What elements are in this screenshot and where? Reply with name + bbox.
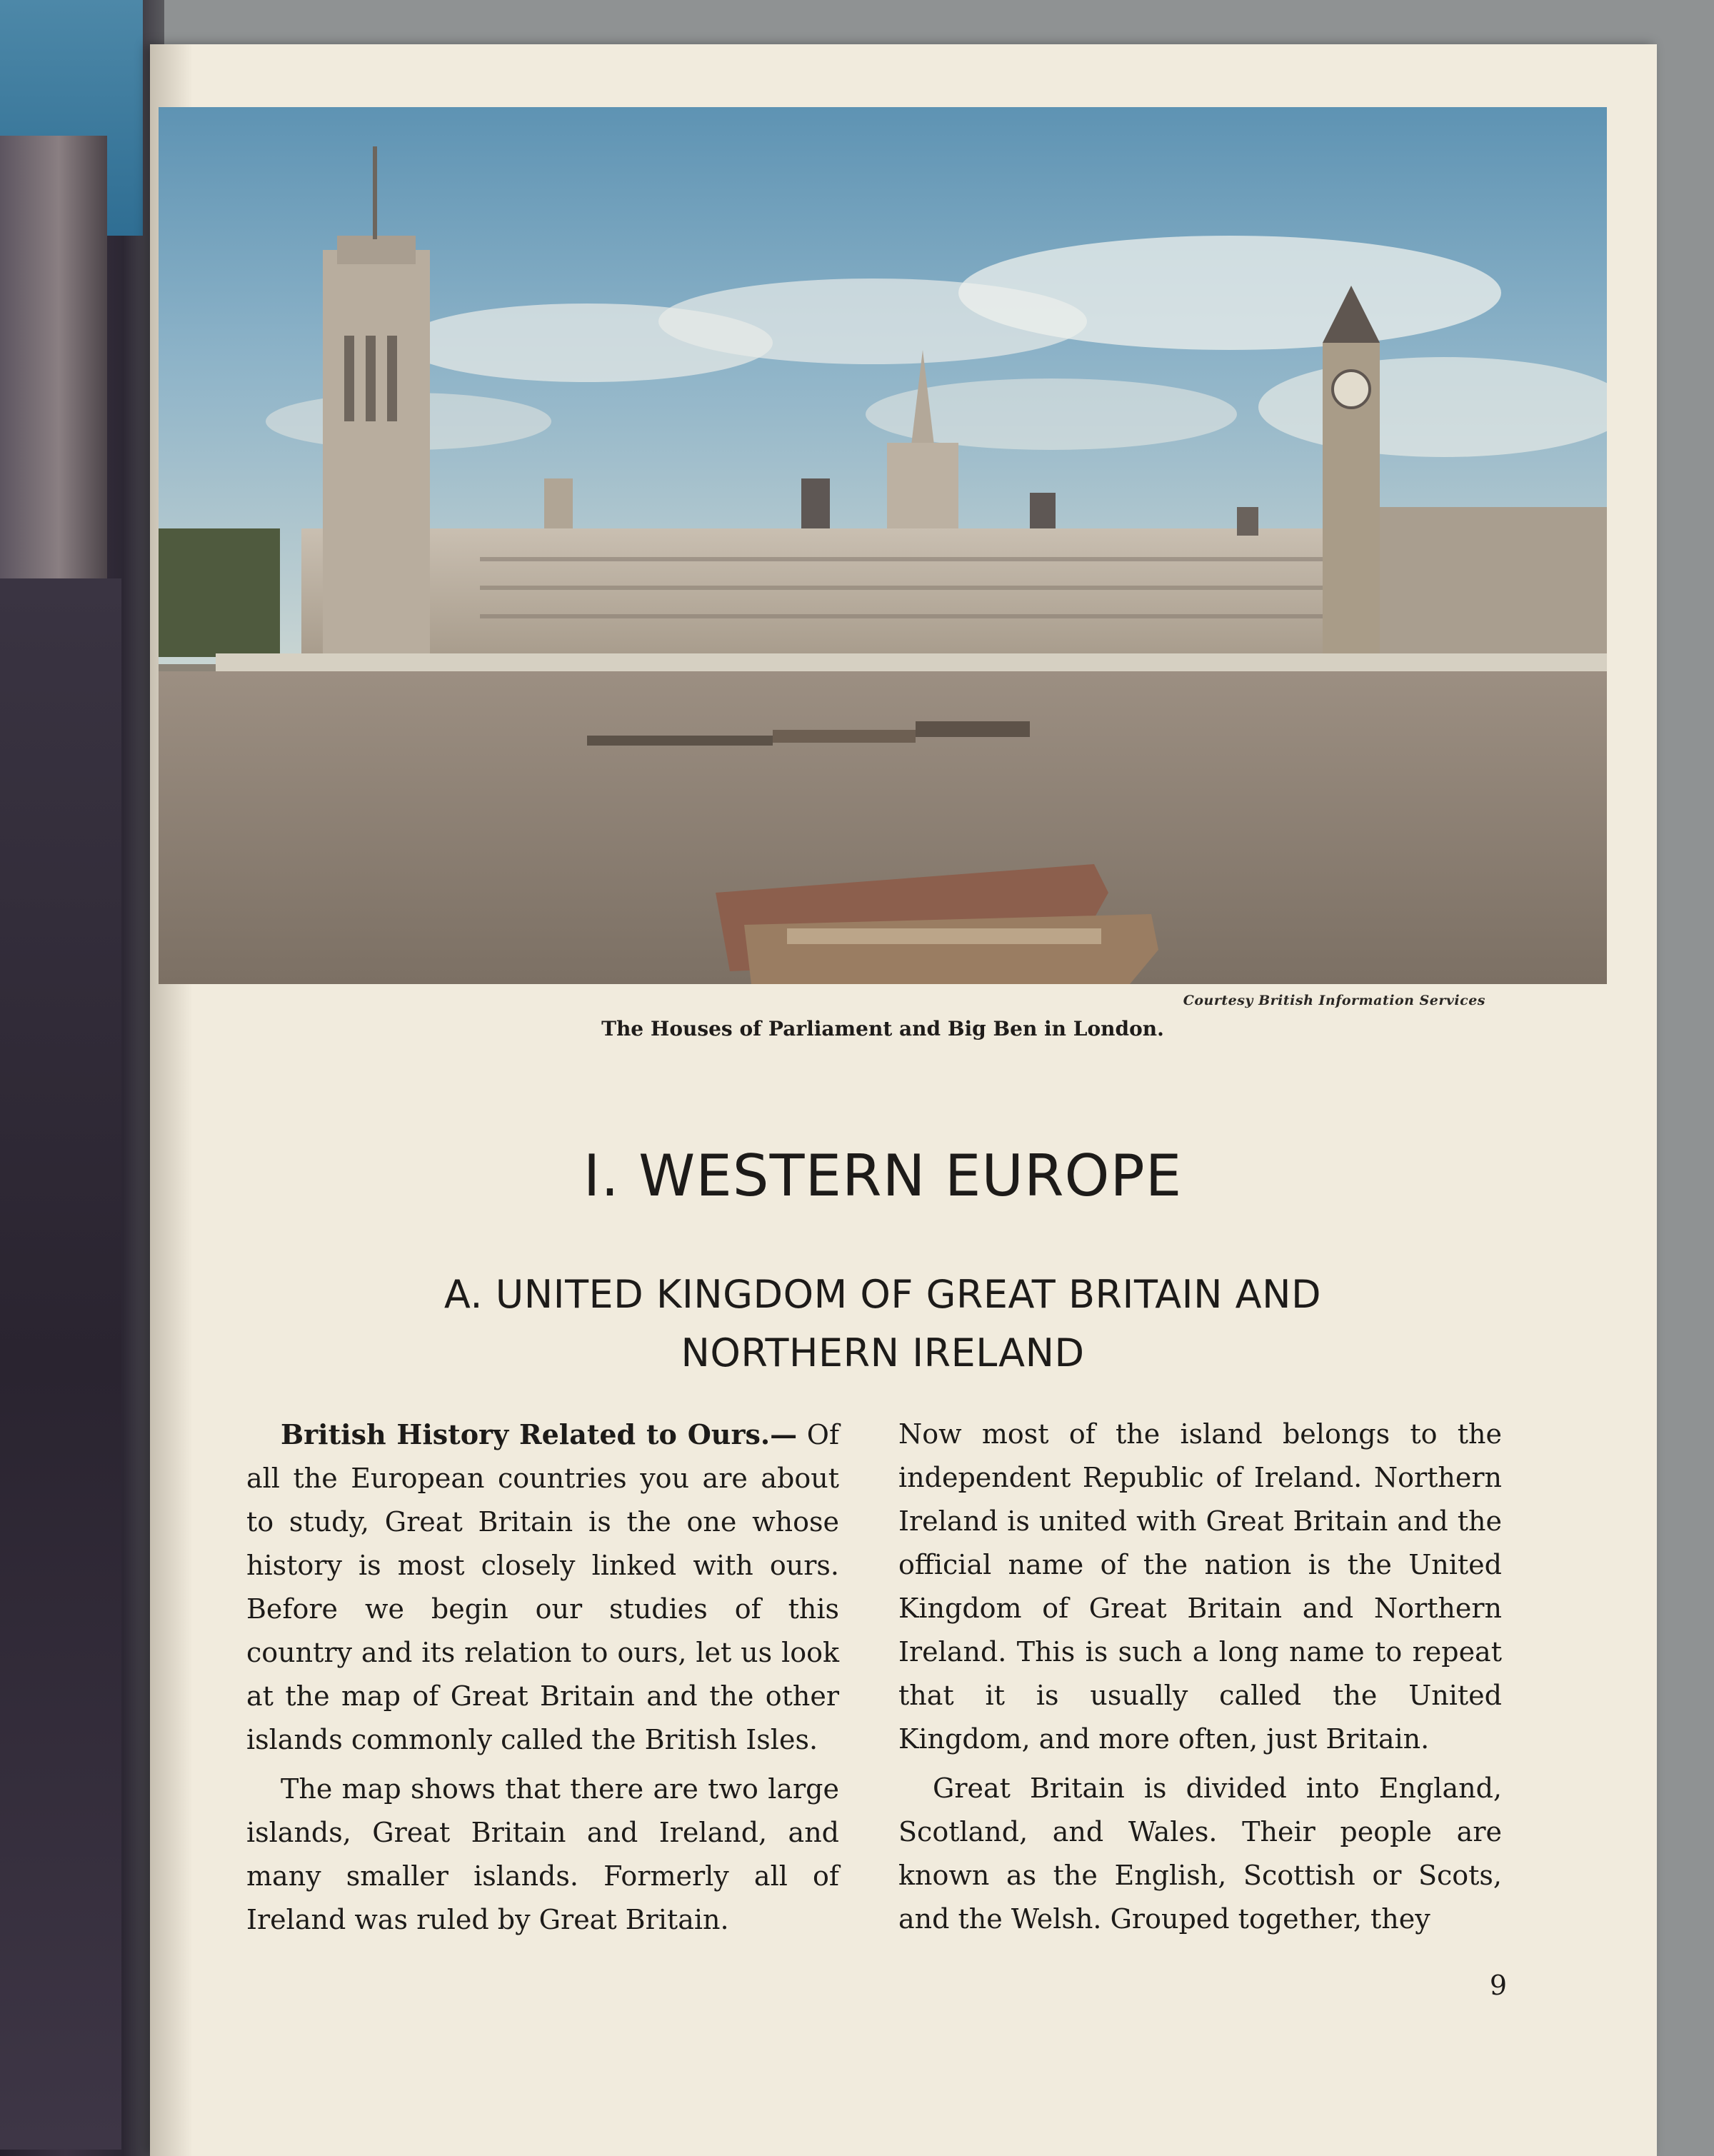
photo-credit: Courtesy British Information Services	[1183, 993, 1485, 1008]
paragraph-text: Of all the European countries you are about to study, Great Britain is the one whose history is most closely linked with ours. Before we begin our studies of this country and its relation to ours, let us look at the map of Great Britain and the other islands commonly called the British Isles.	[246, 1419, 840, 1755]
paragraph: Great Britain is divided into England, Scotland, and Wales. Their people are known as the English, Scottish or Scots, and the Welsh. Grouped together, they	[898, 1773, 1502, 1935]
paragraph: The map shows that there are two large islands, Great Britain and Ireland, and many smaller islands. Formerly all of Ireland was ruled by Great Britain.	[246, 1773, 839, 1935]
paragraph	[246, 1413, 839, 1762]
page-number: 9	[1489, 1970, 1507, 2001]
photo-caption: The Houses of Parliament and Big Ben in London.	[601, 1017, 1164, 1041]
body-column-right	[898, 1413, 1502, 1947]
chapter-title: I. WESTERN EUROPE	[583, 1143, 1183, 1209]
facing-page-shadow	[0, 578, 121, 2150]
facing-page-tower	[0, 136, 107, 578]
parliament-illustration	[159, 107, 1607, 984]
section-title-line-1: A. UNITED KINGDOM OF GREAT BRITAIN AND	[443, 1272, 1322, 1317]
parliament-photo	[159, 107, 1607, 984]
paragraph: Now most of the island belongs to the independent Republic of Ireland. Northern Ireland is united with Great Britain and the official name of the nation is the United Kingdom of Great Britain and Northern Ireland. This is such a long name to repeat that it is usually called the United Kingdom, and more often, just Britain.	[898, 1418, 1502, 1755]
run-in-heading: British History Related to Ours.—	[281, 1418, 798, 1450]
body-column-left	[246, 1413, 839, 1947]
section-title-line-2: NORTHERN IRELAND	[681, 1330, 1085, 1375]
section-title	[159, 1265, 1607, 1383]
facing-page	[0, 0, 164, 2156]
